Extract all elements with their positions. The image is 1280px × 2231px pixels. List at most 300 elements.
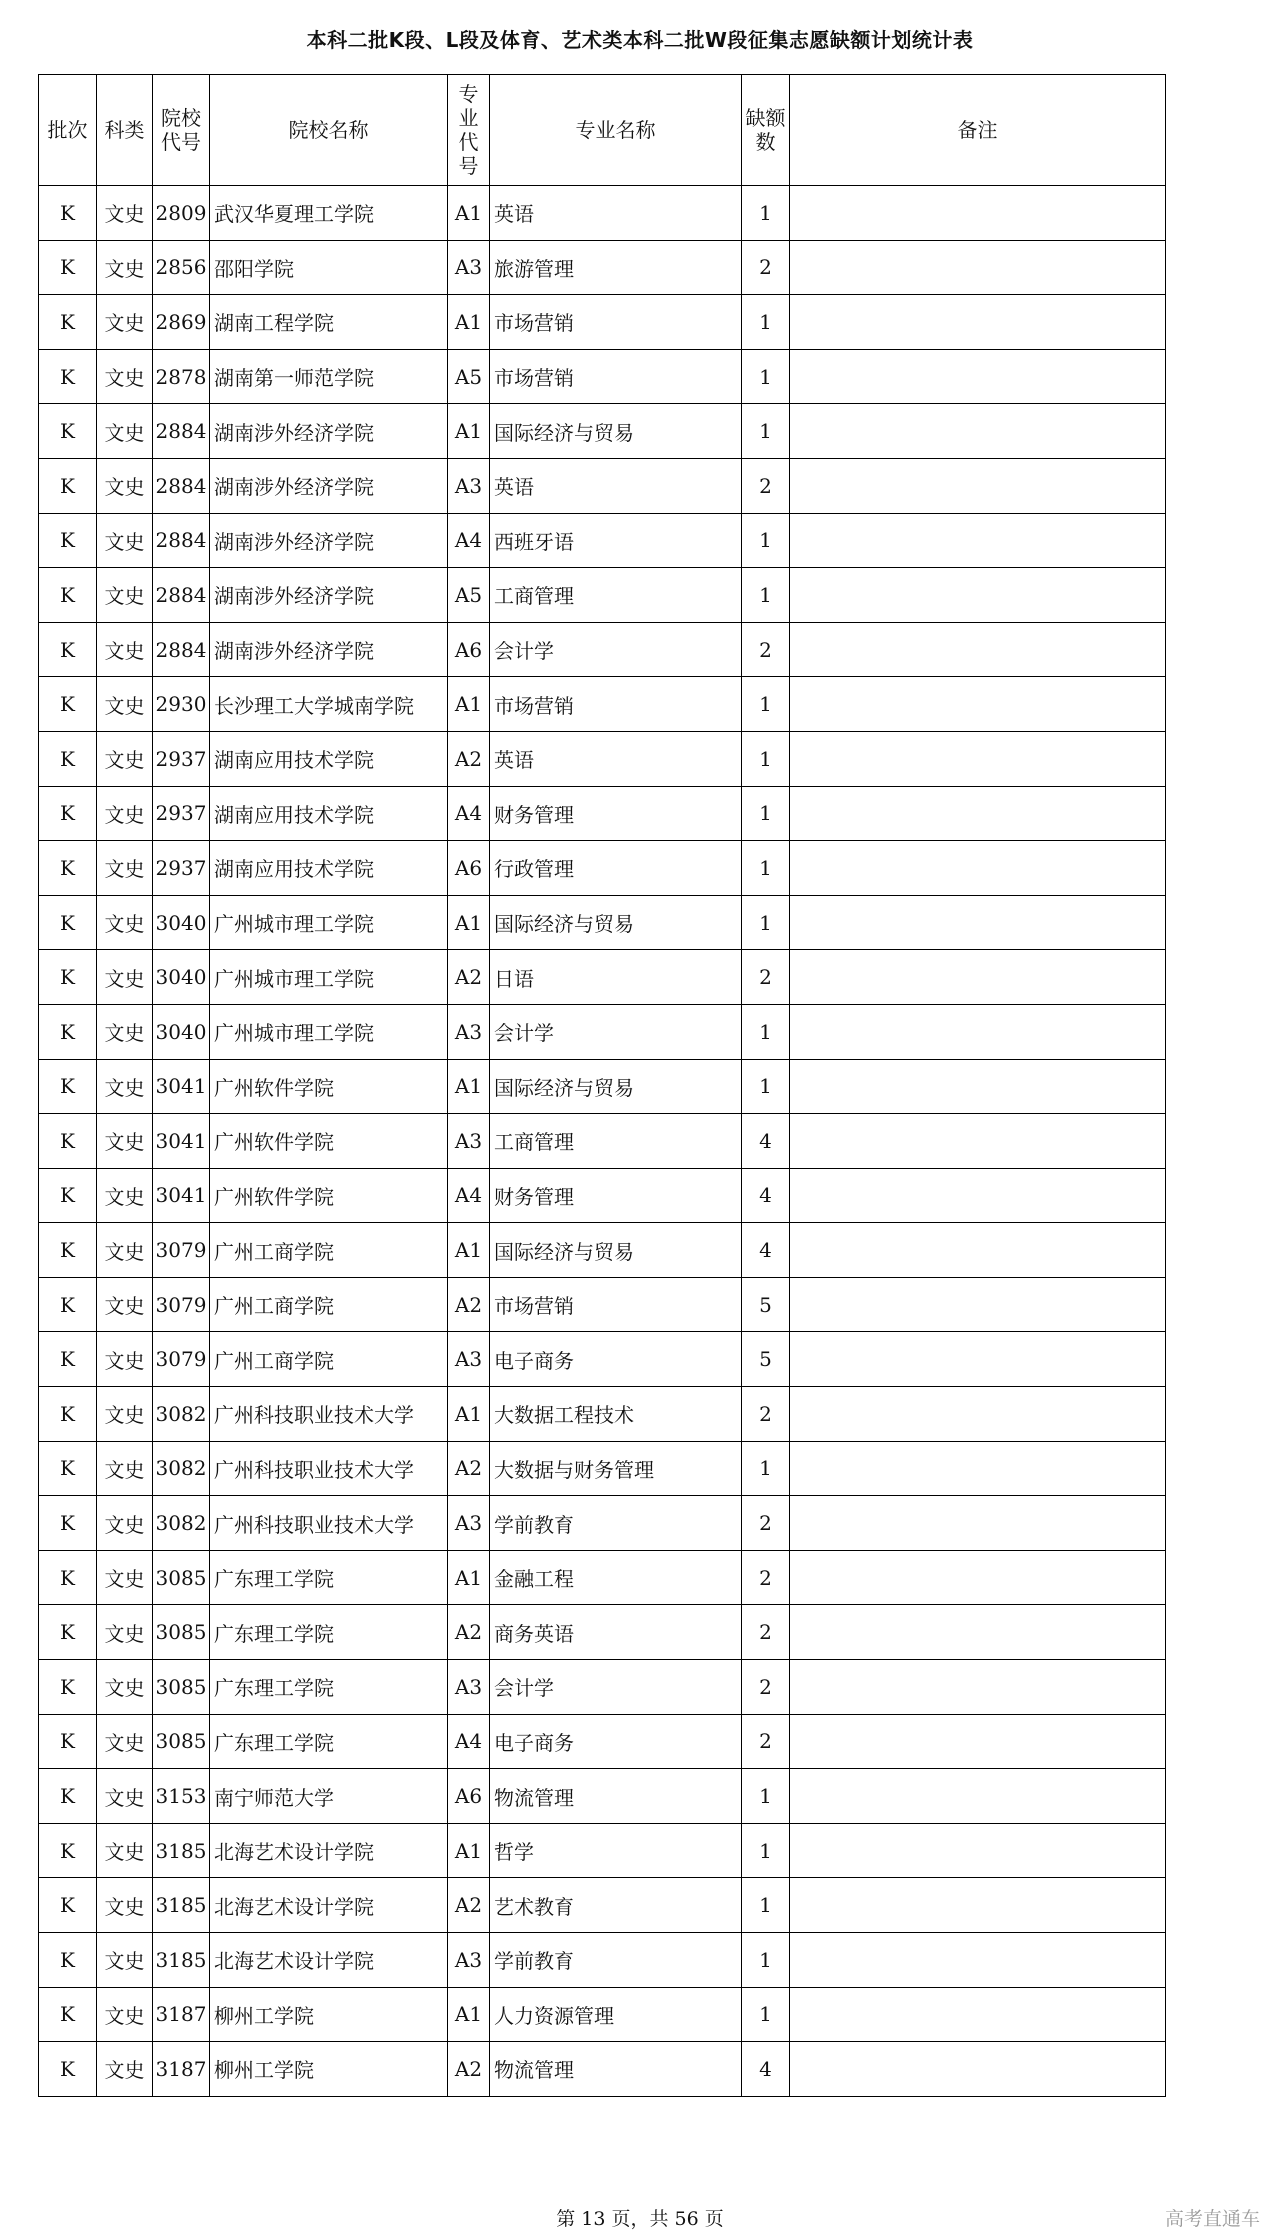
cell-school-name: 南宁师范大学 [210,1769,448,1824]
cell-vacancy: 1 [742,1878,790,1933]
cell-school-name: 广州软件学院 [210,1114,448,1169]
cell-school-code: 3187 [153,2042,210,2097]
header-batch: 批次 [39,75,97,186]
cell-school-code: 2878 [153,349,210,404]
cell-major-name: 电子商务 [490,1714,742,1769]
cell-major-code: A1 [448,1550,490,1605]
table-row [39,1878,1166,1933]
cell-major-name: 物流管理 [490,1769,742,1824]
table-row [39,1168,1166,1223]
header-vacancy: 缺额数 [742,75,790,186]
cell-vacancy: 2 [742,1496,790,1551]
cell-major-code: A6 [448,841,490,896]
table-row [39,677,1166,732]
table-row [39,841,1166,896]
cell-batch: K [39,1332,97,1387]
cell-remark [790,1496,1166,1551]
cell-remark [790,295,1166,350]
cell-category: 文史 [97,1387,153,1442]
cell-major-code: A6 [448,622,490,677]
cell-major-name: 大数据工程技术 [490,1387,742,1442]
cell-remark [790,1004,1166,1059]
cell-remark [790,1605,1166,1660]
cell-major-name: 哲学 [490,1823,742,1878]
cell-school-name: 广州软件学院 [210,1059,448,1114]
cell-batch: K [39,1933,97,1988]
header-major-code: 专业代号 [448,75,490,186]
page-number: 第 13 页，共 56 页 [556,2208,724,2230]
cell-remark [790,677,1166,732]
cell-category: 文史 [97,1605,153,1660]
cell-major-code: A2 [448,1277,490,1332]
cell-batch: K [39,1004,97,1059]
cell-vacancy: 1 [742,1933,790,1988]
cell-batch: K [39,1441,97,1496]
cell-major-code: A2 [448,1878,490,1933]
cell-vacancy: 4 [742,2042,790,2097]
cell-school-name: 广州软件学院 [210,1168,448,1223]
cell-major-code: A3 [448,458,490,513]
cell-school-name: 广东理工学院 [210,1714,448,1769]
cell-school-name: 北海艺术设计学院 [210,1933,448,1988]
cell-school-code: 2856 [153,240,210,295]
cell-vacancy: 4 [742,1168,790,1223]
table-row [39,1441,1166,1496]
table-row [39,1550,1166,1605]
cell-school-code: 3079 [153,1223,210,1278]
cell-school-name: 湖南涉外经济学院 [210,458,448,513]
cell-school-code: 3185 [153,1933,210,1988]
cell-major-name: 国际经济与贸易 [490,404,742,459]
table-row [39,731,1166,786]
table-body [39,186,1166,2097]
cell-category: 文史 [97,1223,153,1278]
cell-vacancy: 1 [742,841,790,896]
cell-school-code: 2884 [153,568,210,623]
cell-school-name: 湖南涉外经济学院 [210,404,448,459]
cell-school-code: 2937 [153,731,210,786]
table-row [39,1004,1166,1059]
table-row [39,186,1166,241]
header-remark: 备注 [790,75,1166,186]
cell-vacancy: 2 [742,1660,790,1715]
table-header [39,75,1166,186]
cell-vacancy: 1 [742,1769,790,1824]
cell-batch: K [39,622,97,677]
table-row [39,2042,1166,2097]
cell-major-name: 行政管理 [490,841,742,896]
cell-major-code: A2 [448,1605,490,1660]
header-school-code: 院校代号 [153,75,210,186]
cell-batch: K [39,1878,97,1933]
table-row [39,458,1166,513]
cell-school-code: 3185 [153,1823,210,1878]
cell-batch: K [39,513,97,568]
cell-batch: K [39,404,97,459]
cell-school-name: 广州工商学院 [210,1332,448,1387]
cell-major-code: A3 [448,1332,490,1387]
cell-major-code: A5 [448,349,490,404]
cell-category: 文史 [97,677,153,732]
cell-remark [790,1114,1166,1169]
cell-category: 文史 [97,1660,153,1715]
cell-school-name: 邵阳学院 [210,240,448,295]
cell-batch: K [39,349,97,404]
cell-major-name: 人力资源管理 [490,1987,742,2042]
cell-major-name: 市场营销 [490,295,742,350]
cell-major-name: 国际经济与贸易 [490,895,742,950]
cell-category: 文史 [97,1933,153,1988]
cell-remark [790,349,1166,404]
cell-remark [790,1714,1166,1769]
cell-school-name: 广州城市理工学院 [210,1004,448,1059]
cell-school-code: 2809 [153,186,210,241]
cell-remark [790,1277,1166,1332]
cell-category: 文史 [97,1823,153,1878]
table-row [39,404,1166,459]
table-row [39,1769,1166,1824]
table-row [39,1332,1166,1387]
cell-category: 文史 [97,1332,153,1387]
cell-school-name: 广州城市理工学院 [210,950,448,1005]
cell-major-name: 金融工程 [490,1550,742,1605]
table-row [39,1714,1166,1769]
cell-category: 文史 [97,458,153,513]
cell-school-name: 长沙理工大学城南学院 [210,677,448,732]
cell-category: 文史 [97,1114,153,1169]
cell-vacancy: 5 [742,1277,790,1332]
cell-batch: K [39,895,97,950]
cell-school-code: 3079 [153,1332,210,1387]
cell-category: 文史 [97,1769,153,1824]
cell-school-code: 3085 [153,1550,210,1605]
cell-major-code: A3 [448,1933,490,1988]
cell-school-name: 广州城市理工学院 [210,895,448,950]
cell-category: 文史 [97,950,153,1005]
cell-remark [790,1168,1166,1223]
cell-school-name: 广东理工学院 [210,1660,448,1715]
cell-remark [790,1660,1166,1715]
cell-school-name: 湖南应用技术学院 [210,786,448,841]
cell-major-name: 艺术教育 [490,1878,742,1933]
cell-vacancy: 1 [742,513,790,568]
table-row [39,349,1166,404]
cell-major-code: A1 [448,1059,490,1114]
cell-school-code: 3187 [153,1987,210,2042]
cell-vacancy: 1 [742,731,790,786]
cell-major-code: A1 [448,1223,490,1278]
cell-school-name: 广州工商学院 [210,1223,448,1278]
cell-batch: K [39,240,97,295]
cell-vacancy: 1 [742,186,790,241]
cell-school-name: 湖南第一师范学院 [210,349,448,404]
cell-category: 文史 [97,186,153,241]
cell-remark [790,1987,1166,2042]
cell-school-name: 武汉华夏理工学院 [210,186,448,241]
cell-major-code: A3 [448,1496,490,1551]
cell-vacancy: 2 [742,1605,790,1660]
cell-remark [790,404,1166,459]
cell-school-code: 3085 [153,1660,210,1715]
cell-remark [790,731,1166,786]
cell-school-name: 北海艺术设计学院 [210,1823,448,1878]
table-row [39,1605,1166,1660]
table-row [39,1823,1166,1878]
cell-major-name: 国际经济与贸易 [490,1059,742,1114]
cell-major-code: A1 [448,677,490,732]
cell-school-name: 柳州工学院 [210,2042,448,2097]
cell-major-name: 市场营销 [490,677,742,732]
cell-category: 文史 [97,2042,153,2097]
table-row [39,1114,1166,1169]
cell-school-code: 3082 [153,1387,210,1442]
cell-school-name: 广州科技职业技术大学 [210,1441,448,1496]
cell-major-name: 英语 [490,186,742,241]
cell-vacancy: 1 [742,1004,790,1059]
header-school-name: 院校名称 [210,75,448,186]
cell-category: 文史 [97,622,153,677]
cell-remark [790,186,1166,241]
cell-category: 文史 [97,731,153,786]
cell-category: 文史 [97,568,153,623]
cell-major-name: 财务管理 [490,786,742,841]
cell-vacancy: 1 [742,349,790,404]
cell-school-code: 2884 [153,404,210,459]
cell-school-code: 2884 [153,622,210,677]
cell-vacancy: 2 [742,622,790,677]
cell-school-name: 湖南应用技术学院 [210,841,448,896]
cell-vacancy: 5 [742,1332,790,1387]
cell-school-code: 3185 [153,1878,210,1933]
cell-remark [790,1332,1166,1387]
cell-school-name: 广州工商学院 [210,1277,448,1332]
cell-school-name: 广州科技职业技术大学 [210,1496,448,1551]
cell-school-code: 2937 [153,786,210,841]
cell-major-code: A2 [448,731,490,786]
cell-major-code: A1 [448,1387,490,1442]
table-row [39,1223,1166,1278]
cell-batch: K [39,786,97,841]
cell-remark [790,1933,1166,1988]
cell-school-name: 北海艺术设计学院 [210,1878,448,1933]
cell-major-name: 大数据与财务管理 [490,1441,742,1496]
cell-major-code: A1 [448,295,490,350]
cell-major-name: 财务管理 [490,1168,742,1223]
cell-vacancy: 1 [742,404,790,459]
cell-remark [790,1387,1166,1442]
cell-major-code: A1 [448,1987,490,2042]
cell-batch: K [39,1223,97,1278]
cell-remark [790,458,1166,513]
cell-remark [790,1769,1166,1824]
cell-school-code: 3153 [153,1769,210,1824]
cell-major-code: A3 [448,240,490,295]
cell-major-name: 学前教育 [490,1933,742,1988]
cell-major-code: A1 [448,895,490,950]
cell-school-code: 3079 [153,1277,210,1332]
table-row [39,786,1166,841]
cell-major-code: A4 [448,513,490,568]
table-row [39,240,1166,295]
cell-major-code: A4 [448,1168,490,1223]
cell-remark [790,1878,1166,1933]
cell-school-code: 2937 [153,841,210,896]
cell-remark [790,240,1166,295]
cell-school-name: 湖南涉外经济学院 [210,622,448,677]
cell-category: 文史 [97,295,153,350]
table-row [39,895,1166,950]
cell-vacancy: 1 [742,895,790,950]
cell-vacancy: 1 [742,1441,790,1496]
table-row [39,1277,1166,1332]
cell-batch: K [39,295,97,350]
cell-category: 文史 [97,841,153,896]
cell-school-code: 3041 [153,1059,210,1114]
cell-category: 文史 [97,240,153,295]
cell-major-name: 工商管理 [490,1114,742,1169]
cell-major-name: 工商管理 [490,568,742,623]
cell-remark [790,841,1166,896]
cell-major-code: A4 [448,786,490,841]
cell-remark [790,1550,1166,1605]
cell-batch: K [39,677,97,732]
cell-category: 文史 [97,1441,153,1496]
cell-school-name: 广州科技职业技术大学 [210,1387,448,1442]
cell-major-code: A1 [448,404,490,459]
cell-category: 文史 [97,1168,153,1223]
table-row [39,1933,1166,1988]
cell-remark [790,1223,1166,1278]
cell-major-name: 西班牙语 [490,513,742,568]
table-row [39,568,1166,623]
vacancy-table [38,74,1166,2097]
cell-school-code: 2930 [153,677,210,732]
cell-vacancy: 1 [742,1987,790,2042]
cell-major-code: A3 [448,1660,490,1715]
table-row [39,1059,1166,1114]
cell-batch: K [39,1605,97,1660]
cell-remark [790,513,1166,568]
cell-major-name: 电子商务 [490,1332,742,1387]
cell-batch: K [39,1387,97,1442]
table-row [39,1987,1166,2042]
cell-category: 文史 [97,1714,153,1769]
cell-school-name: 广东理工学院 [210,1605,448,1660]
cell-batch: K [39,1550,97,1605]
cell-major-code: A3 [448,1114,490,1169]
cell-vacancy: 1 [742,568,790,623]
cell-remark [790,895,1166,950]
table-row [39,1496,1166,1551]
cell-batch: K [39,1987,97,2042]
cell-major-name: 国际经济与贸易 [490,1223,742,1278]
cell-batch: K [39,1114,97,1169]
cell-vacancy: 2 [742,458,790,513]
cell-major-name: 会计学 [490,1660,742,1715]
cell-remark [790,786,1166,841]
cell-school-code: 2869 [153,295,210,350]
cell-remark [790,950,1166,1005]
cell-major-name: 学前教育 [490,1496,742,1551]
cell-major-code: A4 [448,1714,490,1769]
cell-batch: K [39,731,97,786]
cell-category: 文史 [97,1550,153,1605]
cell-category: 文史 [97,1059,153,1114]
watermark: 高考直通车 [1164,2208,1260,2230]
cell-batch: K [39,1059,97,1114]
cell-major-code: A1 [448,186,490,241]
cell-remark [790,1059,1166,1114]
cell-major-name: 物流管理 [490,2042,742,2097]
cell-vacancy: 2 [742,240,790,295]
cell-category: 文史 [97,404,153,459]
cell-school-code: 2884 [153,458,210,513]
cell-school-code: 3082 [153,1441,210,1496]
cell-school-code: 3041 [153,1114,210,1169]
cell-major-code: A3 [448,1004,490,1059]
cell-category: 文史 [97,895,153,950]
cell-vacancy: 1 [742,677,790,732]
header-category: 科类 [97,75,153,186]
cell-remark [790,568,1166,623]
cell-category: 文史 [97,1878,153,1933]
cell-batch: K [39,1168,97,1223]
cell-major-code: A6 [448,1769,490,1824]
cell-category: 文史 [97,1004,153,1059]
table-row [39,513,1166,568]
cell-major-code: A2 [448,2042,490,2097]
cell-category: 文史 [97,1277,153,1332]
cell-category: 文史 [97,786,153,841]
table-row [39,1387,1166,1442]
cell-batch: K [39,568,97,623]
cell-batch: K [39,458,97,513]
cell-major-name: 英语 [490,458,742,513]
cell-batch: K [39,186,97,241]
cell-remark [790,2042,1166,2097]
cell-major-code: A2 [448,950,490,1005]
cell-school-code: 2884 [153,513,210,568]
cell-category: 文史 [97,1496,153,1551]
cell-major-name: 商务英语 [490,1605,742,1660]
cell-vacancy: 1 [742,1059,790,1114]
page-title: 本科二批K段、L段及体育、艺术类本科二批W段征集志愿缺额计划统计表 [306,28,974,52]
cell-major-name: 英语 [490,731,742,786]
cell-school-name: 湖南工程学院 [210,295,448,350]
cell-school-code: 3085 [153,1714,210,1769]
header-major-name: 专业名称 [490,75,742,186]
table-row [39,622,1166,677]
cell-school-name: 湖南涉外经济学院 [210,513,448,568]
cell-batch: K [39,2042,97,2097]
cell-major-name: 会计学 [490,622,742,677]
cell-batch: K [39,1496,97,1551]
cell-batch: K [39,950,97,1005]
cell-school-name: 柳州工学院 [210,1987,448,2042]
cell-vacancy: 2 [742,950,790,1005]
cell-school-code: 3041 [153,1168,210,1223]
cell-category: 文史 [97,1987,153,2042]
cell-remark [790,1823,1166,1878]
cell-major-name: 日语 [490,950,742,1005]
table-row [39,1660,1166,1715]
cell-batch: K [39,1660,97,1715]
cell-major-code: A5 [448,568,490,623]
cell-vacancy: 1 [742,295,790,350]
cell-vacancy: 2 [742,1714,790,1769]
cell-school-code: 3040 [153,950,210,1005]
cell-batch: K [39,1823,97,1878]
